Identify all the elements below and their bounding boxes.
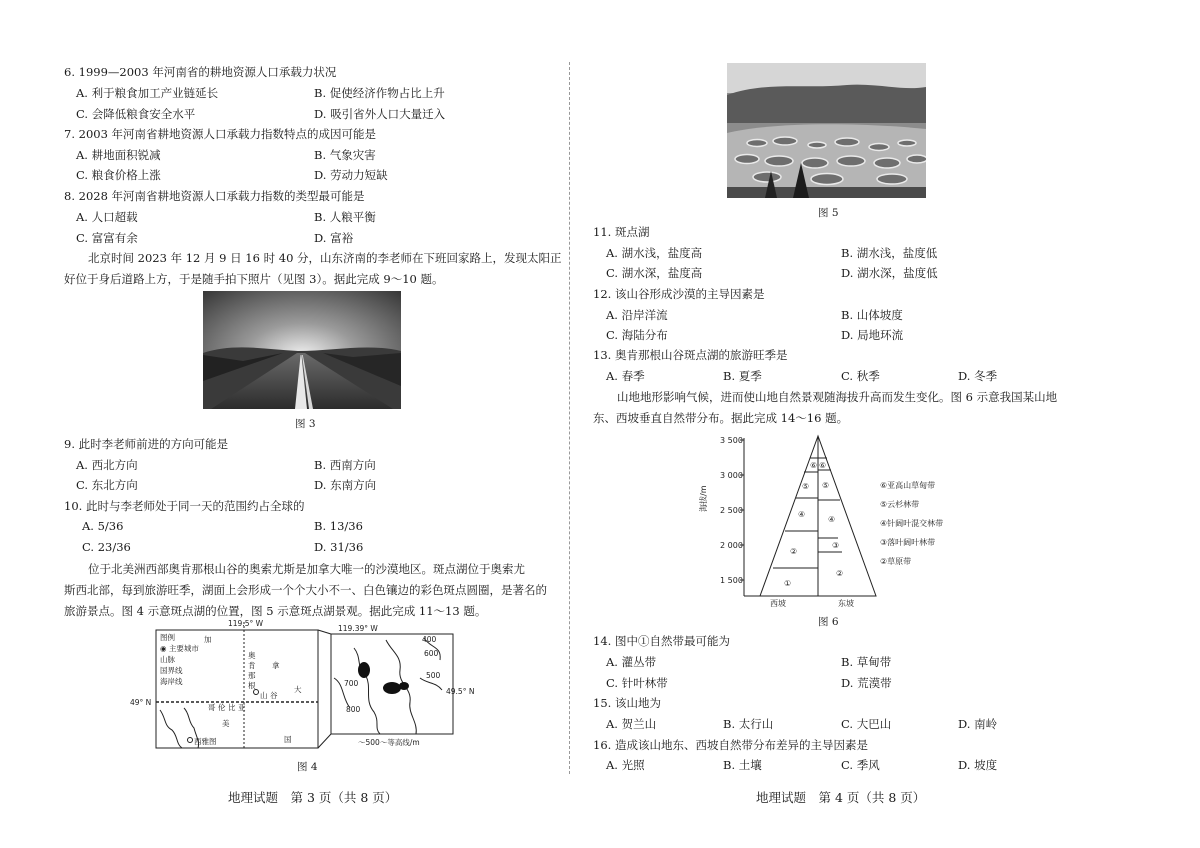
fig6-west-zone-6: ⑥	[810, 461, 818, 470]
fig4-contour-800: 800	[346, 705, 361, 714]
q7-stem: 7. 2003 年河南省耕地资源人口承载力指数特点的成因可能是	[64, 127, 377, 141]
fig4-location-label: 西雅图	[194, 737, 217, 746]
fig4-legend-coast: 海岸线	[160, 677, 183, 686]
fig4-contour-600: 600	[424, 649, 439, 658]
q6-option-d: D. 吸引省外人口大量迁入	[314, 107, 446, 121]
fig4-label-jia: 加	[204, 635, 212, 644]
fig4-label-gu: 谷	[270, 691, 278, 700]
q9-stem: 9. 此时李老师前进的方向可能是	[64, 437, 229, 451]
fig6-east-zone-3: ③	[832, 541, 840, 550]
fig4-label-ya: 亚	[238, 703, 246, 712]
q7-option-c: C. 粮食价格上涨	[76, 168, 161, 182]
fig4-contour-500: 500	[426, 671, 441, 680]
q14-option-c: C. 针叶林带	[606, 676, 668, 690]
q6-option-c: C. 会降低粮食安全水平	[76, 107, 196, 121]
q9-option-b: B. 西南方向	[314, 458, 376, 472]
q15-stem: 15. 该山地为	[593, 696, 661, 710]
fig4-label-na2: 那	[248, 671, 256, 680]
passage2-line1: 位于北美洲西部奥肯那根山谷的奥索尤斯是加拿大唯一的沙漠地区。斑点湖位于奥索尤	[88, 562, 525, 576]
fig4-label-gen: 根	[248, 681, 256, 690]
fig6-east-zone-5: ⑤	[822, 481, 830, 490]
q7-option-a: A. 耕地面积锐减	[76, 148, 161, 162]
fig4-label-ge: 哥	[208, 703, 216, 712]
q11-stem: 11. 斑点湖	[593, 225, 650, 239]
q9-option-c: C. 东北方向	[76, 478, 138, 492]
q9-option-a: A. 西北方向	[76, 458, 138, 472]
left-page-footer: 地理试题 第 3 页（共 8 页）	[228, 790, 398, 805]
q7-option-b: B. 气象灾害	[314, 148, 376, 162]
q16-option-b: B. 土壤	[723, 758, 762, 772]
fig4-label-bi: 比	[228, 703, 236, 712]
q12-stem: 12. 该山谷形成沙漠的主导因素是	[593, 287, 765, 301]
figure4-caption: 图 4	[297, 761, 318, 773]
fig6-west-zone-5: ⑤	[802, 482, 810, 491]
q13-option-b: B. 夏季	[723, 369, 762, 383]
figure3-road-photo	[203, 291, 401, 409]
q15-option-c: C. 大巴山	[841, 717, 892, 731]
q15-option-a: A. 贺兰山	[606, 717, 657, 731]
figure5-caption: 图 5	[818, 207, 839, 219]
q6-option-a: A. 利于粮食加工产业链延长	[76, 86, 219, 100]
q13-option-c: C. 秋季	[841, 369, 880, 383]
q12-option-b: B. 山体坡度	[841, 308, 903, 322]
q10-option-a: A. 5/36	[82, 519, 124, 533]
q8-option-b: B. 人粮平衡	[314, 210, 376, 224]
q12-option-c: C. 海陆分布	[606, 328, 668, 342]
fig4-legend-city: ◉ 主要城市	[160, 644, 199, 653]
q10-option-b: B. 13/36	[314, 519, 363, 533]
fig4-label-lun: 伦	[218, 703, 226, 712]
fig4-label-ken: 肯	[248, 661, 256, 670]
q11-option-b: B. 湖水浅，盐度低	[841, 246, 938, 260]
fig4-label-mei: 美	[222, 719, 230, 728]
figure6-caption: 图 6	[818, 616, 839, 628]
fig4-label-guo: 国	[284, 735, 292, 744]
figure4-location-map	[124, 618, 484, 758]
passage1-line2: 好位于身后道路上方，于是随手拍下照片（见图 3）。据此完成 9～10 题。	[64, 272, 444, 286]
q9-option-d: D. 东南方向	[314, 478, 377, 492]
fig6-ytick-3000: 3 000	[720, 471, 743, 480]
q15-option-b: B. 太行山	[723, 717, 774, 731]
fig4-legend-title: 图例	[160, 633, 175, 642]
passage1-line1: 北京时间 2023 年 12 月 9 日 16 时 40 分，山东济南的李老师在下班回家路上，发现太阳正	[88, 251, 562, 265]
fig4-label-shan: 山	[260, 691, 268, 700]
fig6-west-zone-2: ②	[790, 547, 798, 556]
fig4-lat-left: 49° N	[130, 698, 152, 707]
fig6-legend-4: ④针阔叶混交林带	[880, 519, 944, 528]
fig4-legend-mountain: 山脉	[160, 655, 175, 664]
fig4-legend-border: 国界线	[160, 666, 183, 675]
figure3-caption: 图 3	[295, 418, 316, 430]
fig6-ytick-2500: 2 500	[720, 506, 743, 515]
fig6-xlabel-west: 西坡	[770, 599, 786, 608]
q11-option-d: D. 湖水深，盐度低	[841, 266, 938, 280]
fig6-xlabel-east: 东坡	[838, 599, 854, 608]
passage3-line2: 东、西坡垂直自然带分布。据此完成 14～16 题。	[593, 411, 849, 425]
fig6-east-zone-2: ②	[836, 569, 844, 578]
fig6-legend-2: ②草原带	[880, 557, 912, 566]
q7-option-d: D. 劳动力短缺	[314, 168, 388, 182]
fig6-legend-6: ⑥亚高山草甸带	[880, 481, 936, 490]
q14-option-d: D. 荒漠带	[841, 676, 892, 690]
q14-option-b: B. 草甸带	[841, 655, 892, 669]
fig6-ytick-1500: 1 500	[720, 576, 743, 585]
fig6-ytick-3500: 3 500	[720, 436, 743, 445]
q10-option-c: C. 23/36	[82, 540, 131, 554]
q16-option-d: D. 坡度	[958, 758, 998, 772]
q12-option-d: D. 局地环流	[841, 328, 904, 342]
fig4-label-ao: 奥	[248, 651, 256, 660]
q11-option-c: C. 湖水深，盐度高	[606, 266, 703, 280]
q6-option-b: B. 促使经济作物占比上升	[314, 86, 445, 100]
passage2-line3: 旅游景点。图 4 示意斑点湖的位置，图 5 示意斑点湖景观。据此完成 11～13 题。	[64, 604, 487, 618]
q16-option-c: C. 季风	[841, 758, 880, 772]
q8-option-c: C. 富富有余	[76, 231, 138, 245]
figure6-vertical-zones-diagram	[690, 428, 970, 614]
passage3-line1: 山地地形影响气候，进而使山地自然景观随海拔升高而发生变化。图 6 示意我国某山地	[617, 390, 1058, 404]
page-divider	[569, 62, 570, 774]
q16-option-a: A. 光照	[606, 758, 645, 772]
q10-stem: 10. 此时与李老师处于同一天的范围约占全球的	[64, 499, 305, 513]
fig6-east-zone-4: ④	[828, 515, 836, 524]
q8-stem: 8. 2028 年河南省耕地资源人口承载力指数的类型最可能是	[64, 189, 365, 203]
fig4-label-na: 拿	[272, 661, 280, 670]
fig6-west-zone-4: ④	[798, 510, 806, 519]
fig6-ylabel: 海拔/m	[699, 485, 708, 512]
q13-option-a: A. 春季	[606, 369, 645, 383]
right-page-footer: 地理试题 第 4 页（共 8 页）	[756, 790, 926, 805]
fig6-legend-3: ③落叶阔叶林带	[880, 538, 936, 547]
fig4-contour-legend: ～500～等高线/m	[358, 738, 420, 747]
fig4-contour-400: 400	[422, 635, 437, 644]
fig4-contour-700: 700	[344, 679, 359, 688]
fig4-lon-left: 119.5° W	[228, 619, 264, 628]
figure5-spotted-lake-photo	[727, 63, 926, 198]
q13-stem: 13. 奥肯那根山谷斑点湖的旅游旺季是	[593, 348, 788, 362]
q14-stem: 14. 图中①自然带最可能为	[593, 634, 730, 648]
fig4-lon-right: 119.39° W	[338, 624, 378, 633]
fig6-west-zone-1: ①	[784, 579, 792, 588]
q15-option-d: D. 南岭	[958, 717, 998, 731]
q16-stem: 16. 造成该山地东、西坡自然带分布差异的主导因素是	[593, 738, 868, 752]
q14-option-a: A. 灌丛带	[606, 655, 657, 669]
fig6-ytick-2000: 2 000	[720, 541, 743, 550]
passage2-line2: 斯西北部，每到旅游旺季，湖面上会形成一个个大小不一、白色镶边的彩色斑点圆圈，是著名的	[64, 583, 547, 597]
fig4-label-da: 大	[294, 685, 302, 694]
q8-option-a: A. 人口超载	[76, 210, 138, 224]
q10-option-d: D. 31/36	[314, 540, 364, 554]
q12-option-a: A. 沿岸洋流	[606, 308, 668, 322]
fig6-legend-5: ⑤云杉林带	[880, 500, 920, 509]
fig6-east-zone-6: ⑥	[819, 461, 827, 470]
q8-option-d: D. 富裕	[314, 231, 354, 245]
q6-stem: 6. 1999—2003 年河南省的耕地资源人口承载力状况	[64, 65, 337, 79]
fig4-lat-right: 49.5° N	[446, 687, 475, 696]
q11-option-a: A. 湖水浅，盐度高	[606, 246, 703, 260]
q13-option-d: D. 冬季	[958, 369, 998, 383]
